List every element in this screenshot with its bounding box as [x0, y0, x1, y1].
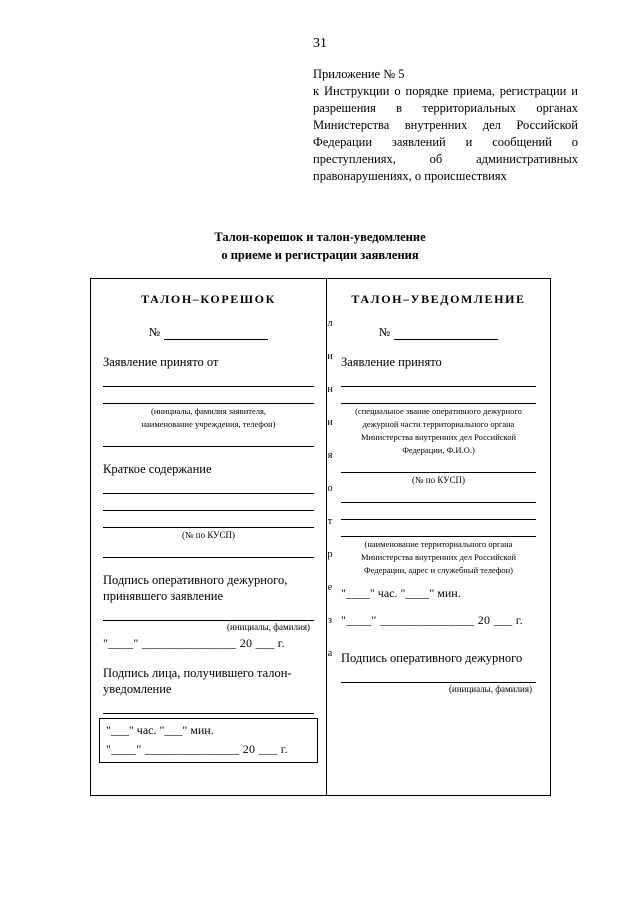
organ-line-1[interactable]	[341, 505, 536, 520]
cut-letter-9: з	[328, 615, 332, 626]
organ-caption-line-1: (наименование территориального органа	[364, 539, 513, 549]
organ-caption-line-2: Министерства внутренних дел Российской	[360, 552, 517, 562]
duty-signature-label-line-2: принявшего заявление	[103, 589, 224, 603]
accepted-line-1[interactable]	[341, 372, 536, 387]
organ-caption-line-3: Федерации, адрес и служебный телефон)	[364, 565, 513, 575]
cut-letter-10: а	[327, 648, 333, 659]
appendix-label: Приложение № 5	[313, 67, 405, 81]
receiver-signature-label-line-2: уведомление	[103, 682, 172, 696]
appendix-reference: к Инструкции о порядке приема, регистрации и разрешения в территориальных органах Министерства внутренних дел Российской Федерации заявлений и сообщений о преступлениях, об административных правонарушениях, о происшествиях	[313, 84, 578, 183]
cut-letter-5: о	[327, 483, 333, 494]
uvedomlenie-date-line[interactable]: "____" _______________ 20 ___ г.	[341, 613, 523, 627]
summary-line-3[interactable]	[103, 513, 314, 528]
duty-signature-line-right[interactable]	[341, 668, 536, 683]
applicant-caption-line-2: наименование учреждения, телефон)	[141, 419, 276, 429]
document-title-line-1: Талон-корешок и талон-уведомление	[214, 230, 426, 244]
document-title	[80, 228, 560, 264]
talon-koreshok-heading: ТАЛОН–КОРЕШОК	[141, 292, 276, 306]
receiver-time-line[interactable]: "___" час. "___" мин.	[106, 723, 214, 737]
rank-caption-line-2: дежурной части территориального органа	[362, 419, 515, 429]
talon-koreshok-column	[91, 279, 327, 795]
number-sign: №	[148, 325, 161, 339]
cut-letter-8: е	[327, 582, 333, 593]
cut-line-letters	[323, 318, 337, 681]
receiver-signature-label-line-1: Подпись лица, получившего талон-	[103, 666, 292, 680]
page-number: 31	[313, 36, 327, 51]
cut-letter-7: р	[327, 549, 333, 560]
duty-date-line[interactable]: "____" _______________ 20 ___ г.	[103, 636, 285, 650]
accepted-from-line-1[interactable]	[103, 372, 314, 387]
duty-signature-label-line-1: Подпись оперативного дежурного,	[103, 573, 288, 587]
accepted-line-3[interactable]	[341, 458, 536, 473]
cut-letter-0: л	[327, 318, 333, 329]
accepted-from-line-2[interactable]	[103, 389, 314, 404]
number-input-line[interactable]	[164, 328, 268, 340]
duty-signature-line[interactable]	[103, 606, 314, 621]
rank-caption-line-1: (специальное звание оперативного дежурного	[355, 406, 522, 416]
initials-caption-right: (инициалы, фамилия)	[449, 684, 532, 694]
accepted-line-2[interactable]	[341, 389, 536, 404]
cut-letter-1: и	[327, 351, 333, 362]
kusp-caption-right: (№ по КУСП)	[411, 475, 466, 485]
talon-koreshok-number-row	[103, 325, 314, 340]
duty-signature-label-right: Подпись оперативного дежурного	[341, 651, 523, 665]
form-frame	[90, 278, 551, 796]
talon-uvedomlenie-column	[327, 279, 550, 795]
summary-label: Краткое содержание	[103, 462, 212, 476]
accepted-from-label: Заявление принято от	[103, 355, 219, 369]
initials-caption-left: (инициалы, фамилия)	[227, 622, 310, 632]
number-input-line-right[interactable]	[394, 328, 498, 340]
summary-line-2[interactable]	[103, 496, 314, 511]
organ-line-2[interactable]	[341, 522, 536, 537]
receiver-date-line[interactable]: "____" _______________ 20 ___ г.	[106, 742, 288, 756]
kusp-line-left[interactable]	[103, 543, 314, 558]
kusp-line-right[interactable]	[341, 488, 536, 503]
rank-caption-line-4: Федерации, Ф.И.О.)	[402, 445, 475, 455]
kusp-caption-left: (№ по КУСП)	[181, 530, 236, 540]
accepted-from-line-3[interactable]	[103, 432, 314, 447]
summary-line-1[interactable]	[103, 479, 314, 494]
talon-uvedomlenie-heading: ТАЛОН–УВЕДОМЛЕНИЕ	[351, 292, 526, 306]
cut-letter-2: н	[327, 384, 333, 395]
cut-letter-3: и	[327, 417, 333, 428]
accepted-label: Заявление принято	[341, 355, 442, 369]
receiver-signature-line[interactable]	[103, 699, 314, 714]
uvedomlenie-time-line[interactable]: "____" час. "____" мин.	[341, 586, 461, 600]
appendix-header	[313, 66, 578, 185]
document-title-line-2: о приеме и регистрации заявления	[221, 248, 419, 262]
receiver-datetime-box	[99, 718, 318, 763]
applicant-caption-line-1: (инициалы, фамилия заявителя,	[150, 406, 267, 416]
talon-uvedomlenie-number-row	[341, 325, 536, 340]
number-sign-right: №	[378, 325, 391, 339]
cut-letter-4: я	[327, 450, 333, 461]
cut-letter-6: т	[327, 516, 333, 527]
rank-caption-line-3: Министерства внутренних дел Российской	[360, 432, 517, 442]
